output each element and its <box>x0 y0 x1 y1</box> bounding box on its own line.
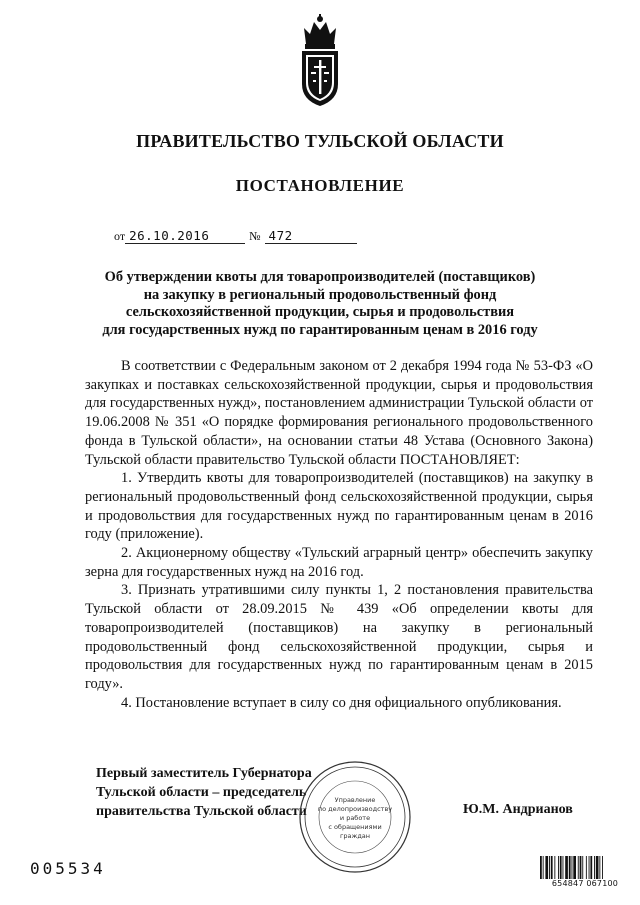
position-line: Первый заместитель Губернатора <box>96 766 312 781</box>
barcode-bar <box>596 856 599 880</box>
barcode-bar <box>558 856 559 880</box>
signatory-name: Ю.М. Андрианов <box>463 802 573 817</box>
decree-date-line <box>114 228 357 244</box>
stamp-text: граждан <box>339 832 371 840</box>
stamp-text: Управление <box>334 796 376 804</box>
preamble-paragraph: В соответствии с Федеральным законом от 2 декабря 1994 года № 53-ФЗ «О закупках и поставках сельскохозяйственной продукции, сырья и продовольствия для государственных нужд», постановлением администрации Тульской области от 19.06.2008 № 351 «О порядке формирования регионального продовольственного фонда в Тульской области», на основании статьи 48 Устава (Основного Закона) Тульской области правительство Тульской области ПОСТАНОВЛЯЕТ: <box>85 358 593 468</box>
barcode-bar <box>554 856 555 880</box>
stamp-text: и работе <box>339 814 371 822</box>
position-line: Тульской области – председатель <box>96 785 307 800</box>
decree-item-3: 3. Признать утратившими силу пункты 1, 2 постановления правительства Тульской области от 28.09.2015 № 439 «Об определении квоты для товаропроизводителей (поставщиков) на закупку в региональный продовольственный фонд сельскохозяйственной продукции, сырья и продовольствия для государственных нужд по гарантированным ценам в 2015 году». <box>85 582 593 692</box>
serial-number: 005534 <box>30 859 106 878</box>
barcode-bar <box>580 856 582 880</box>
barcode-bar <box>586 856 587 880</box>
barcode-bar <box>578 856 579 880</box>
subject-line: сельскохозяйственной продукции, сырья и продовольствия <box>125 304 515 320</box>
decree-item-1: 1. Утвердить квоты для товаропроизводителей (поставщиков) на закупку в региональный продовольственный фонд сельскохозяйственной продукции, сырья и продовольствия для государственных нужд по гарантированным ценам в 2016 году (приложение). <box>85 470 593 543</box>
barcode-bar <box>572 856 573 880</box>
barcode-bar <box>545 856 548 880</box>
barcode-bar <box>573 856 576 880</box>
subject-line: на закупку в региональный продовольственный фонд <box>143 286 497 303</box>
signatory-position <box>96 764 312 821</box>
decree-subject <box>60 269 580 339</box>
round-stamp-icon <box>296 758 414 876</box>
number-prefix: № <box>249 229 261 243</box>
barcode-bar <box>560 856 562 880</box>
decree-number: 472 <box>265 228 357 244</box>
decree-body <box>85 357 593 712</box>
decree-item-4: 4. Постановление вступает в силу со дня официального опубликования. <box>121 694 562 711</box>
barcode-bar <box>589 856 590 880</box>
barcode-bar <box>565 856 568 880</box>
tula-coat-of-arms-icon <box>298 14 342 108</box>
decree-date: 26.10.2016 <box>125 228 245 244</box>
stamp-text: по делопроизводству <box>317 805 393 813</box>
subject-line: для государственных нужд по гарантированным ценам в 2016 году <box>102 321 538 338</box>
document-type: ПОСТАНОВЛЕНИЕ <box>235 176 405 195</box>
date-prefix: от <box>114 229 126 243</box>
barcode-number: 654847 067100 <box>538 879 632 888</box>
barcode-bar <box>602 856 603 880</box>
barcode-bar <box>569 856 571 880</box>
barcode-bar <box>590 856 592 880</box>
subject-line: Об утверждении квоты для товаропроизводителей (поставщиков) <box>104 269 536 285</box>
barcode-bar <box>543 856 544 880</box>
stamp-text: с обращениями <box>328 823 382 831</box>
government-title: ПРАВИТЕЛЬСТВО ТУЛЬСКОЙ ОБЛАСТИ <box>136 131 504 151</box>
barcode-bar <box>594 856 595 880</box>
barcode-bar <box>549 856 550 880</box>
barcode-bar <box>551 856 553 880</box>
barcode-bar <box>582 856 583 880</box>
barcode-bar <box>540 856 542 880</box>
barcode-bar <box>599 856 600 880</box>
position-line: правительства Тульской области <box>96 804 307 819</box>
decree-item-2: 2. Акционерному обществу «Тульский аграрный центр» обеспечить закупку зерна для государственных нужд на 2016 год. <box>85 545 593 580</box>
barcode-bar <box>563 856 564 880</box>
